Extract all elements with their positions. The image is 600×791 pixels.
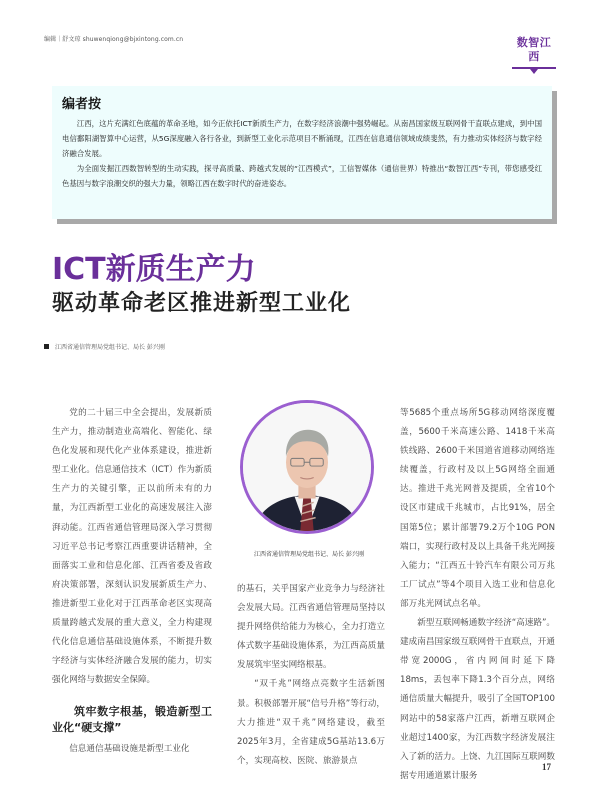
author-portrait	[240, 400, 374, 534]
editor-note-box	[52, 86, 552, 219]
body-paragraph: 的基石，关乎国家产业竞争力与经济社会发展大局。江西省通信管理局坚持以提升网络供给能力为核心，全力打造立体式数字基础设施体系，为江西高质量发展筑牢坚实网络根基。	[237, 584, 385, 671]
portrait-caption: 江西省通信管理局党组书记、局长 彭兴刚	[254, 551, 364, 558]
section-subhead: 筑牢数字根基，锻造新型工业化“硬支撑”	[52, 705, 212, 735]
person-portrait-icon	[243, 403, 371, 531]
article-column-1	[52, 404, 212, 760]
article-title: ICT新质生产力	[52, 252, 256, 287]
editor-credit: 编辑｜舒文琼 shuwenqiong@bjxintong.com.cn	[44, 36, 184, 43]
body-paragraph: 等5685个重点场所5G移动网络深度覆盖，5600千米高速公路、1418千米高铁线路、2600千米国道省道移动网络连续覆盖，行政村及以上5G网络全面通达。推进千兆光网普及提质，全省10个设区市建成千兆城市，占比91%，居全国第5位；累计部署79.2万个10G PON端口，实现行政村及以上具备千兆光网接入能力；“江西五十铃汽车有限公司万兆工厂试点”等4个项目入选工业和信息化部万兆光网试点名单。	[400, 408, 555, 609]
article-column-3	[400, 404, 555, 786]
editor-note-paragraph: 江西，这片充满红色底蕴的革命圣地，如今正依托ICT新质生产力，在数字经济浪潮中强势崛起。从南昌国家级互联网骨干直联点建成，到中国电信鄱阳湖智算中心运营，从5G深度融入各行各业，到新型工业化示范项目不断涌现，江西在信息通信领域成绩斐然，有力推动实体经济与数字经济融合发展。	[62, 119, 542, 158]
body-paragraph: 信息通信基础设施是新型工业化	[69, 744, 190, 755]
article-column-2	[237, 580, 385, 771]
body-paragraph: 新型互联网畅通数字经济“高速路”。建成南昌国家级互联网骨干直联点，开通带宽2000G，省内网间时延下降18ms，丢包率下降1.3个百分点，网络通信质量大幅提升，吸引了全国TOP100网站中的58家落户江西，新增互联网企业超过1400家，为江西数字经济发展注入了新的活力。上饶、九江国际互联网数据专用通道累计服务	[400, 618, 555, 781]
body-paragraph: 党的二十届三中全会提出，发展新质生产力，推动制造业高端化、智能化、绿色化发展和现代化产业体系建设，推进新型工业化。信息通信技术（ICT）作为新质生产力的关键引擎，正以前所未有的力量，为江西新型工业化的高速发展注入澎湃动能。江西省通信管理局深入学习贯彻习近平总书记考察江西重要讲话精神，全面落实工业和信息化部、江西省委及省政府决策部署，深刻认识发展新质生产力、推进新型工业化对于江西革命老区实现高质量跨越式发展的重大意义，全力构建现代化信息通信基础设施体系，不断提升数字经济与实体经济融合发展的能力，切实强化网络与数据安全保障。	[52, 408, 212, 686]
square-bullet-icon	[44, 344, 49, 349]
editor-note-title: 编者按	[62, 97, 102, 112]
section-tag-label: 数智江西	[516, 36, 552, 63]
byline	[44, 342, 165, 351]
triangle-down-icon	[530, 69, 538, 74]
article-subtitle: 驱动革命老区推进新型工业化	[52, 291, 352, 316]
byline-text: 江西省通信管理局党组书记、局长 彭兴刚	[55, 344, 165, 351]
section-tag	[512, 36, 556, 74]
page-number: 17	[542, 762, 551, 772]
portrait-frame	[240, 400, 380, 540]
body-paragraph: “双千兆”网络点亮数字生活新图景。积极部署开展“信号升格”等行动，大力推进“双千兆”网络建设，截至2025年3月，全省建成5G基站13.6万个，实现高校、医院、旅游景点	[237, 679, 385, 766]
editor-note-paragraph: 为全面发掘江西数智转型的生动实践，探寻高质量、跨越式发展的“江西模式”，工信智媒体（通信世界）特推出“数智江西”专刊，带您感受红色基因与数字浪潮交织的强大力量，领略江西在数字时代的奋进姿态。	[62, 164, 542, 188]
